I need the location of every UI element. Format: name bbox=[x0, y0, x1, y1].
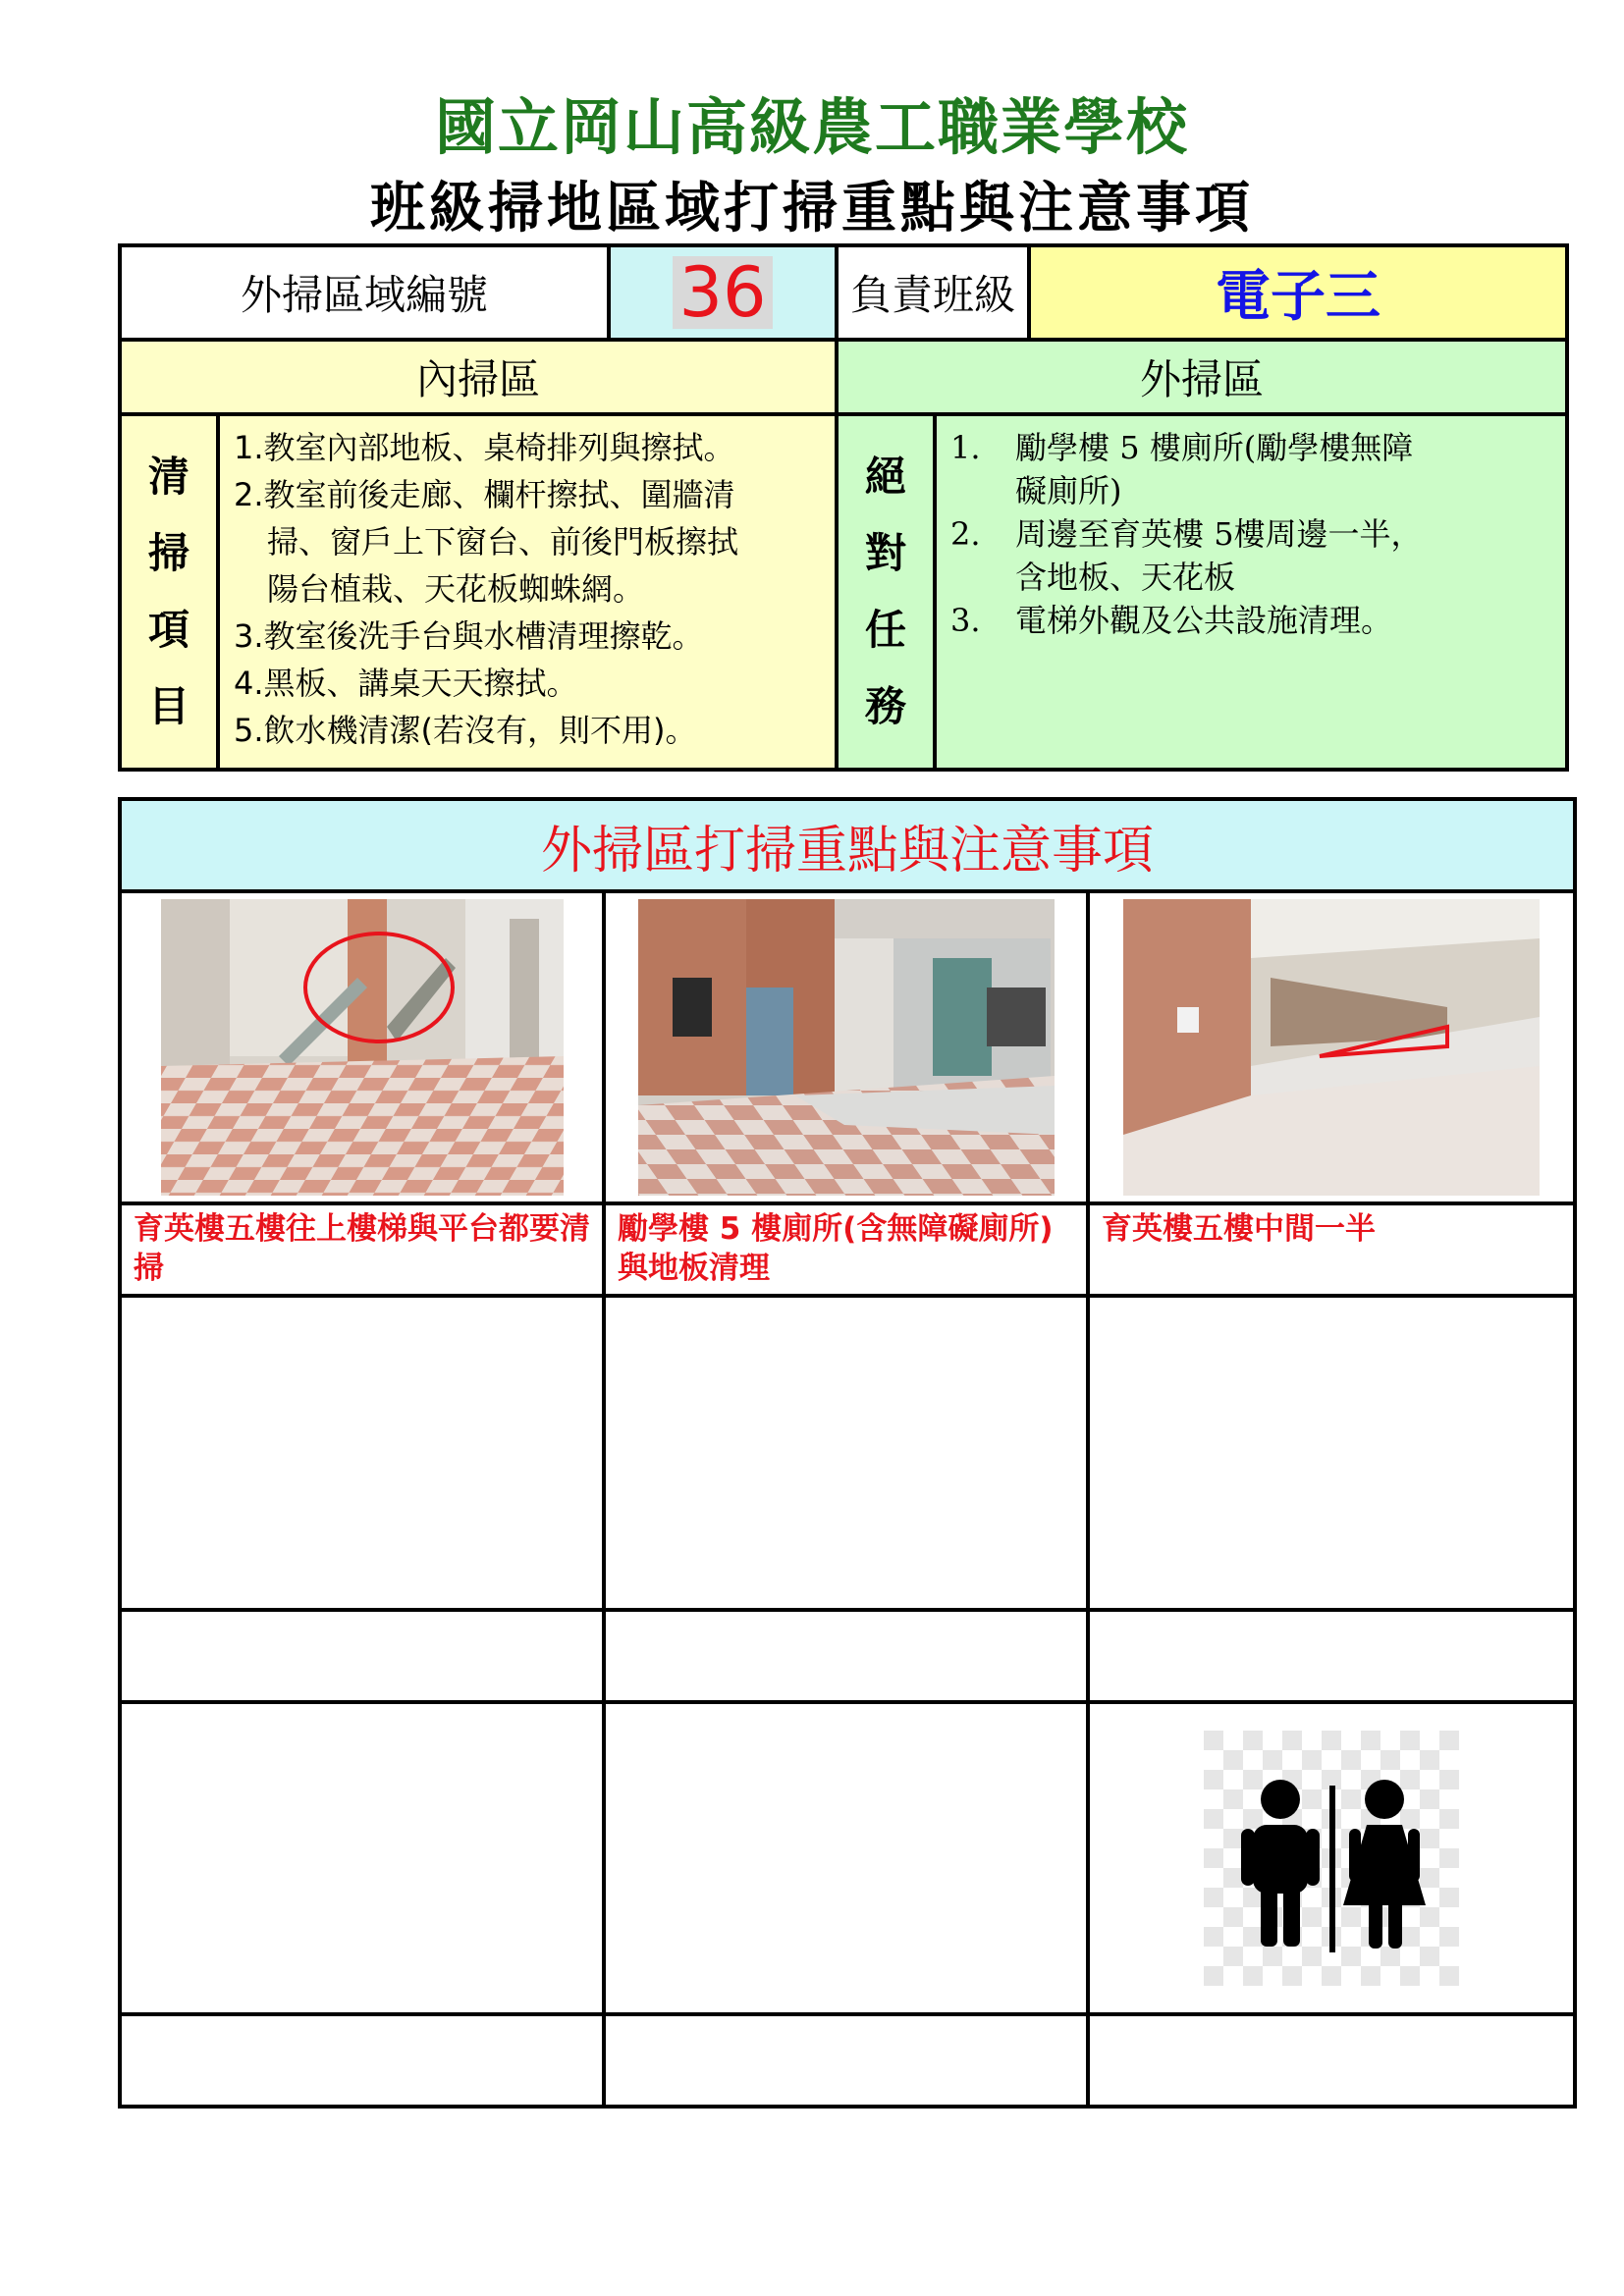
notes-title: 外掃區打掃重點與注意事項 bbox=[120, 799, 1575, 891]
item-number: 3. bbox=[950, 602, 981, 639]
side-char: 項 bbox=[147, 606, 189, 654]
class-name: 電子三 bbox=[1029, 245, 1567, 340]
list-item: 1.教室內部地板、桌椅排列與擦拭。 bbox=[234, 429, 735, 466]
outer-area-heading: 外掃區 bbox=[837, 340, 1567, 414]
area-number-label: 外掃區域編號 bbox=[120, 245, 609, 340]
inner-task-list bbox=[218, 414, 837, 770]
empty-caption-cell bbox=[120, 1610, 604, 1702]
photo-cell bbox=[1088, 1702, 1575, 2014]
assignment-table bbox=[118, 243, 1569, 772]
item-line: 周邊至育英樓 5樓周邊一半， bbox=[1015, 515, 1423, 553]
inner-area-heading: 內掃區 bbox=[120, 340, 837, 414]
school-name: 國立岡山高級農工職業學校 bbox=[434, 91, 1189, 163]
empty-photo-cell bbox=[604, 1702, 1088, 2014]
photo-caption: 育英樓五樓往上樓梯與平台都要清掃 bbox=[120, 1203, 604, 1296]
list-item: 掃、窗戶上下窗台、前後門板擦拭 bbox=[267, 523, 739, 561]
photo-cell bbox=[604, 891, 1088, 1203]
list-item: 4.黑板、講桌天天擦拭。 bbox=[234, 665, 578, 702]
photo-caption: 育英樓五樓中間一半 bbox=[1088, 1203, 1575, 1296]
item-number: 2. bbox=[950, 515, 981, 553]
item-line: 礙廁所) bbox=[1015, 472, 1122, 509]
empty-photo-cell bbox=[120, 1702, 604, 2014]
empty-caption-cell bbox=[120, 2014, 604, 2107]
side-char: 任 bbox=[865, 606, 907, 654]
empty-caption-cell bbox=[604, 1610, 1088, 1702]
corridor-photo bbox=[1123, 899, 1540, 1196]
item-line: 含地板、天花板 bbox=[1015, 559, 1236, 596]
empty-caption-cell bbox=[1088, 1610, 1575, 1702]
restroom-corridor-photo bbox=[638, 899, 1055, 1196]
side-char: 務 bbox=[865, 682, 907, 730]
empty-photo-cell bbox=[604, 1296, 1088, 1610]
photo-cell bbox=[120, 891, 604, 1203]
list-item: 陽台植栽、天花板蜘蛛網。 bbox=[267, 570, 645, 608]
side-char: 對 bbox=[865, 529, 907, 577]
list-item bbox=[950, 512, 1555, 599]
item-line: 勵學樓 5 樓廁所(勵學樓無障 bbox=[1015, 429, 1414, 466]
notes-table bbox=[118, 797, 1577, 2109]
document-title: 班級掃地區域打掃重點與注意事項 bbox=[370, 177, 1254, 240]
class-label: 負責班級 bbox=[837, 245, 1029, 340]
area-number-cell bbox=[609, 245, 837, 340]
outer-task-list bbox=[935, 414, 1567, 770]
item-line: 電梯外觀及公共設施清理。 bbox=[1015, 602, 1393, 639]
item-number: 1. bbox=[950, 429, 981, 466]
inner-side-label bbox=[120, 414, 218, 770]
empty-photo-cell bbox=[1088, 1296, 1575, 1610]
area-number: 36 bbox=[673, 256, 772, 329]
photo-cell bbox=[1088, 891, 1575, 1203]
outer-side-label bbox=[837, 414, 935, 770]
list-item: 3.教室後洗手台與水槽清理擦乾。 bbox=[234, 617, 704, 655]
photo-caption: 勵學樓 5 樓廁所(含無障礙廁所)與地板清理 bbox=[604, 1203, 1088, 1296]
list-item bbox=[950, 426, 1555, 512]
list-item: 5.飲水機清潔(若沒有，則不用)。 bbox=[234, 712, 697, 749]
list-item bbox=[950, 599, 1555, 642]
side-char: 掃 bbox=[147, 529, 189, 577]
empty-caption-cell bbox=[604, 2014, 1088, 2107]
side-char: 清 bbox=[147, 453, 189, 501]
stairway-photo bbox=[161, 899, 564, 1196]
side-char: 絕 bbox=[865, 453, 907, 501]
side-char: 目 bbox=[147, 682, 189, 730]
restroom-icon bbox=[1204, 1731, 1459, 1986]
empty-caption-cell bbox=[1088, 2014, 1575, 2107]
list-item: 2.教室前後走廊、欄杆擦拭、圍牆清 bbox=[234, 476, 735, 513]
empty-photo-cell bbox=[120, 1296, 604, 1610]
